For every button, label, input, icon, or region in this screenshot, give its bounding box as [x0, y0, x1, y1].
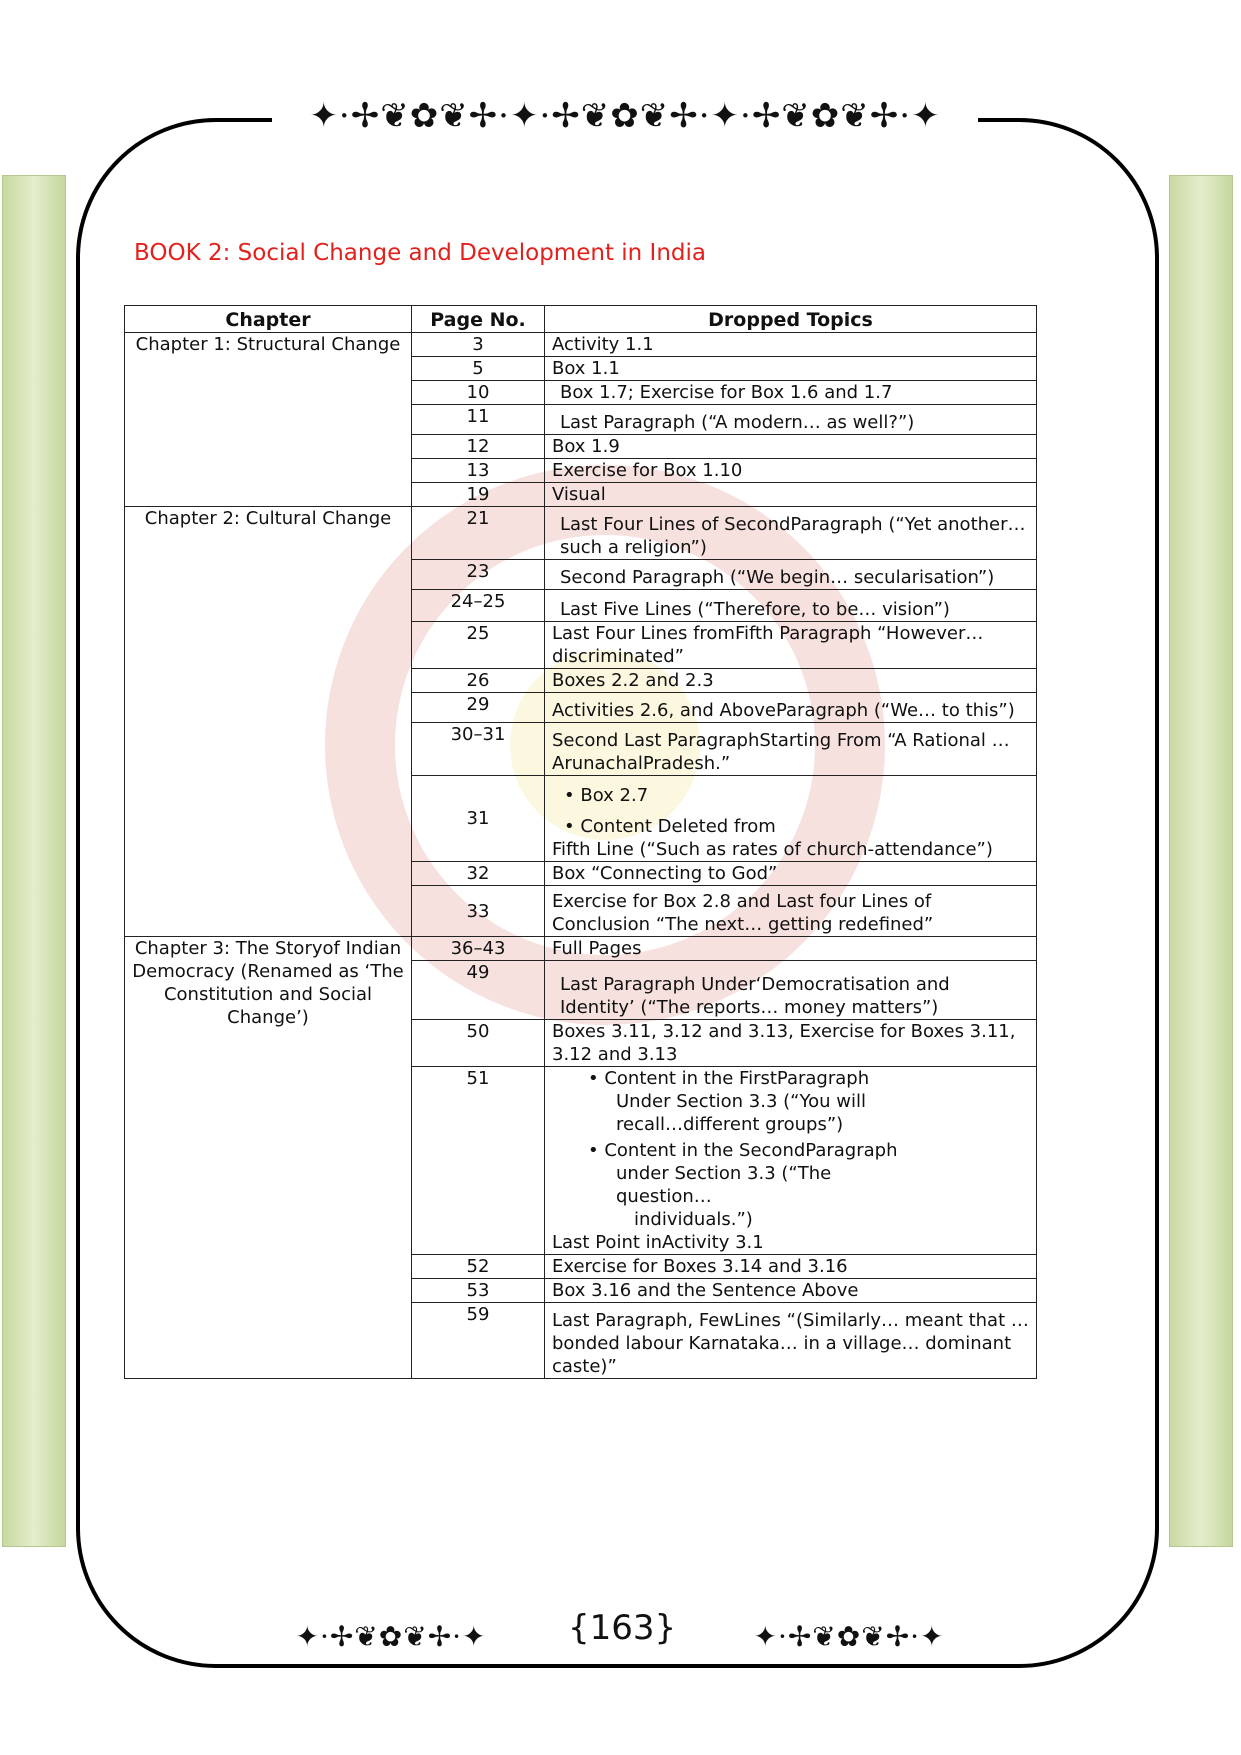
table-row — [125, 937, 1037, 961]
chapter-cell: Chapter 2: Cultural Change — [125, 507, 412, 937]
topic-line: recall…different groups”) — [616, 1114, 844, 1135]
right-decorative-bar — [1169, 175, 1233, 1547]
topic-cell — [545, 776, 1037, 862]
topic-cell: Last Paragraph (“A modern… as well?”) — [545, 405, 1037, 435]
table-row — [125, 333, 1037, 357]
topic-line: under Section 3.3 (“The — [616, 1163, 832, 1184]
topic-cell: Second Paragraph (“We begin… secularisation”) — [545, 560, 1037, 590]
topic-cell: Second Last ParagraphStarting From “A Rational … ArunachalPradesh.” — [545, 723, 1037, 776]
page-number-value: 163 — [589, 1608, 655, 1648]
page-cell: 25 — [412, 622, 545, 669]
topic-line: • Content in the FirstParagraph — [588, 1068, 870, 1089]
page-cell: 33 — [412, 886, 545, 937]
chapter-cell: Chapter 1: Structural Change — [125, 333, 412, 507]
page-cell: 59 — [412, 1303, 545, 1379]
chapter-cell: Chapter 3: The Storyof Indian Democracy (Renamed as ‘The Constitution and Social Change’) — [125, 937, 412, 1379]
topic-cell: Full Pages — [545, 937, 1037, 961]
header-dropped-topics: Dropped Topics — [545, 306, 1037, 333]
topic-cell: Boxes 3.11, 3.12 and 3.13, Exercise for Boxes 3.11, 3.12 and 3.13 — [545, 1020, 1037, 1067]
topic-cell: Boxes 2.2 and 2.3 — [545, 669, 1037, 693]
topic-cell: Box 3.16 and the Sentence Above — [545, 1279, 1037, 1303]
topic-cell: Box “Connecting to God” — [545, 862, 1037, 886]
topic-line: individuals.”) — [634, 1209, 753, 1230]
page-number: {163} — [568, 1600, 672, 1656]
page-cell: 13 — [412, 459, 545, 483]
page-cell: 50 — [412, 1020, 545, 1067]
page-cell: 36–43 — [412, 937, 545, 961]
header-chapter: Chapter — [125, 306, 412, 333]
bottom-ornament-left: ✦·✢❦✿❦✢·✦ — [272, 1610, 510, 1664]
topic-cell — [545, 1067, 1037, 1255]
page-cell: 32 — [412, 862, 545, 886]
topic-cell: Last Four Lines fromFifth Paragraph “However… discriminated” — [545, 622, 1037, 669]
page-cell: 21 — [412, 507, 545, 560]
topic-line: • Content Deleted from — [564, 816, 776, 837]
topic-cell: Box 1.9 — [545, 435, 1037, 459]
page-cell: 24–25 — [412, 590, 545, 622]
topic-line: question… — [616, 1186, 712, 1207]
topic-line: Last Point inActivity 3.1 — [552, 1232, 764, 1253]
page-cell: 29 — [412, 693, 545, 723]
page-cell: 51 — [412, 1067, 545, 1255]
page-cell: 10 — [412, 381, 545, 405]
topic-cell: Exercise for Box 1.10 — [545, 459, 1037, 483]
page-cell: 31 — [412, 776, 545, 862]
page-cell: 30–31 — [412, 723, 545, 776]
topic-cell: Activity 1.1 — [545, 333, 1037, 357]
topic-line: • Content in the SecondParagraph — [588, 1140, 898, 1161]
page-cell: 52 — [412, 1255, 545, 1279]
page-cell: 23 — [412, 560, 545, 590]
page-cell: 5 — [412, 357, 545, 381]
topic-cell: Last Paragraph Under‘Democratisation and Identity’ (“The reports… money matters”) — [545, 961, 1037, 1020]
table-row — [125, 507, 1037, 560]
topic-cell: Box 1.1 — [545, 357, 1037, 381]
topic-line: Fifth Line (“Such as rates of church-attendance”) — [552, 839, 993, 860]
table-header-row — [125, 306, 1037, 333]
header-page-no: Page No. — [412, 306, 545, 333]
topic-cell: Last Paragraph, FewLines “(Similarly… meant that … bonded labour Karnataka… in a village… dominant caste)” — [545, 1303, 1037, 1379]
topic-cell: Last Four Lines of SecondParagraph (“Yet another… such a religion”) — [545, 507, 1037, 560]
page-cell: 19 — [412, 483, 545, 507]
topic-cell: Activities 2.6, and AboveParagraph (“We… to this”) — [545, 693, 1037, 723]
page-cell: 49 — [412, 961, 545, 1020]
page-cell: 26 — [412, 669, 545, 693]
page-title: BOOK 2: Social Change and Development in India — [134, 240, 706, 266]
page-cell: 11 — [412, 405, 545, 435]
topic-cell: Last Five Lines (“Therefore, to be… vision”) — [545, 590, 1037, 622]
bottom-ornament-right: ✦·✢❦✿❦✢·✦ — [734, 1610, 964, 1664]
topic-line: • Box 2.7 — [564, 785, 649, 806]
topic-cell: Box 1.7; Exercise for Box 1.6 and 1.7 — [545, 381, 1037, 405]
page-cell: 12 — [412, 435, 545, 459]
topic-cell: Exercise for Box 2.8 and Last four Lines of Conclusion “The next… getting redefined” — [545, 886, 1037, 937]
topic-line: Under Section 3.3 (“You will — [616, 1091, 866, 1112]
left-decorative-bar — [2, 175, 66, 1547]
page-cell: 53 — [412, 1279, 545, 1303]
topic-cell: Visual — [545, 483, 1037, 507]
dropped-topics-table — [124, 305, 1037, 1379]
topic-cell: Exercise for Boxes 3.14 and 3.16 — [545, 1255, 1037, 1279]
top-ornament: ✦·✢❦✿❦✢·✦·✢❦✿❦✢·✦·✢❦✿❦✢·✦ — [272, 86, 978, 146]
page-cell: 3 — [412, 333, 545, 357]
